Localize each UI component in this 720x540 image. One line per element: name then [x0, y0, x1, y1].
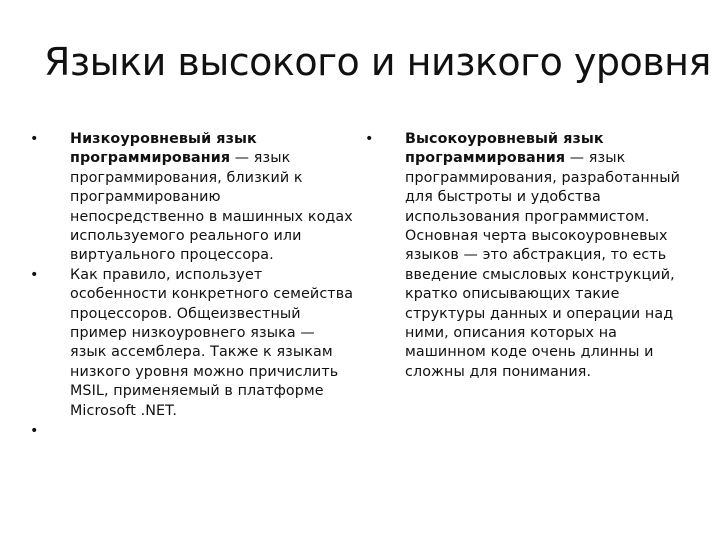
bullet-dot-icon: •: [30, 423, 39, 440]
bullet-item-high-level-definition: [365, 130, 685, 382]
bullet-dot-icon: •: [365, 131, 374, 147]
definition-text: — язык программирования, близкий к программированию непосредственно в машинных кодах используемого реального или виртуального процессора.: [70, 150, 353, 264]
bullet-item-low-level-details: [30, 266, 355, 421]
bullet-dot-icon: •: [30, 266, 39, 283]
bullet-dot-icon: •: [30, 131, 39, 147]
term-low-level-language: Низкоуровневый язык программирования: [70, 131, 257, 167]
bullet-item-low-level-definition: [30, 130, 355, 266]
bullet-item-empty: [30, 422, 355, 444]
left-bullet-column: [30, 130, 355, 444]
right-bullet-column: [365, 130, 685, 382]
definition-text: — язык программирования, разработанный для быстроты и удобства использования программистом. Основная черта высокоуровневых языков — это абстракция, то есть введение смысловых конструкций, кратко описывающих такие структуры данных и операции над ними, описания которых на машинном коде очень длинны и сложны для понимания.: [405, 150, 681, 380]
details-text: Как правило, использует особенности конкретного семейства процессоров. Общеизвестный пример низкоуровнего языка — язык ассемблера. Также к языкам низкого уровня можно причислить MSIL, применяемый в платформе Microsoft .NET.: [70, 266, 354, 419]
term-high-level-language: Высокоуровневый язык программирования: [405, 131, 604, 167]
page-title: Языки высокого и низкого уровня: [44, 40, 711, 84]
